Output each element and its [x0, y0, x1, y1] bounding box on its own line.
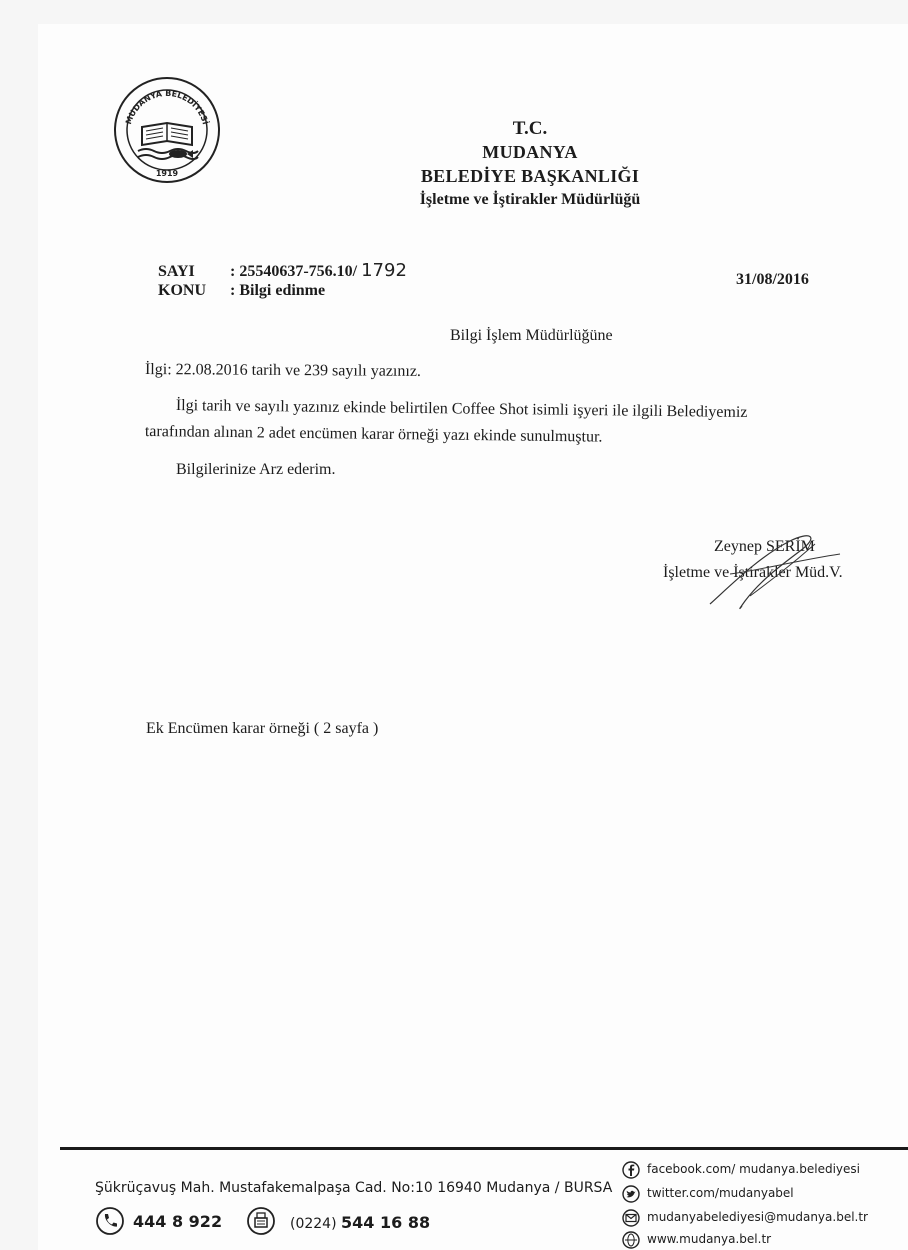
- website-link: www.mudanya.bel.tr: [647, 1232, 772, 1246]
- twitter-link: twitter.com/mudanyabel: [647, 1186, 794, 1200]
- sayi-row: [158, 260, 407, 281]
- fax-number: 544 16 88: [341, 1213, 431, 1232]
- seal-year: 1919: [155, 169, 179, 178]
- footer-fax: [290, 1213, 430, 1232]
- document-date: 31/08/2016: [736, 271, 809, 288]
- closing-line: Bilgilerinize Arz ederim.: [176, 461, 336, 478]
- sayi-value: : 25540637-756.10/: [230, 263, 358, 280]
- footer-phone: 444 8 922: [133, 1212, 223, 1231]
- sayi-label: SAYI: [158, 263, 195, 280]
- phone-icon: [95, 1206, 125, 1236]
- konu-value: : Bilgi edinme: [230, 282, 326, 299]
- fax-prefix: (0224): [290, 1216, 337, 1232]
- header-institution: BELEDİYE BAŞKANLIĞI: [420, 166, 640, 186]
- svg-text:MUDANYA BELEDİYESİ: [124, 89, 211, 126]
- web-icon: [622, 1231, 640, 1249]
- handwritten-signature: [690, 526, 850, 616]
- paragraph-line-2: tarafından alınan 2 adet encümen karar örneği yazı ekinde sunulmuştur.: [144, 423, 603, 446]
- facebook-link: facebook.com/ mudanya.belediyesi: [647, 1162, 860, 1176]
- twitter-icon: [622, 1185, 640, 1203]
- konu-row: [158, 282, 325, 300]
- fax-icon: [246, 1206, 276, 1236]
- konu-label: KONU: [158, 282, 206, 299]
- seal-ring-text: MUDANYA BELEDİYESİ: [124, 88, 210, 126]
- facebook-icon: [622, 1161, 640, 1179]
- email-icon: [622, 1209, 640, 1227]
- header-department: İşletme ve İştirakler Müdürlüğü: [419, 191, 641, 208]
- signatory-name: Zeynep SERİM: [714, 538, 815, 555]
- signatory-title: İşletme ve İştirakler Müd.V.: [663, 564, 843, 581]
- header-city: MUDANYA: [482, 142, 578, 162]
- attachment-note: Ek Encümen karar örneği ( 2 sayfa ): [146, 720, 379, 737]
- municipality-seal-logo: [112, 75, 222, 185]
- footer-address: Şükrüçavuş Mah. Mustafakemalpaşa Cad. No:10 16940 Mudanya / BURSA: [95, 1180, 613, 1196]
- header-tc: T.C.: [512, 118, 548, 139]
- paragraph-line-1: İlgi tarih ve sayılı yazınız ekinde belirtilen Coffee Shot isimli işyeri ile ilgili Belediyemiz: [175, 397, 748, 421]
- recipient: Bilgi İşlem Müdürlüğüne: [450, 327, 613, 344]
- email-link: mudanyabelediyesi@mudanya.bel.tr: [647, 1210, 868, 1224]
- sayi-handwritten-number: 1792: [361, 260, 407, 281]
- reference-line: İlgi: 22.08.2016 tarih ve 239 sayılı yazınız.: [144, 361, 422, 380]
- footer-divider: [60, 1147, 908, 1150]
